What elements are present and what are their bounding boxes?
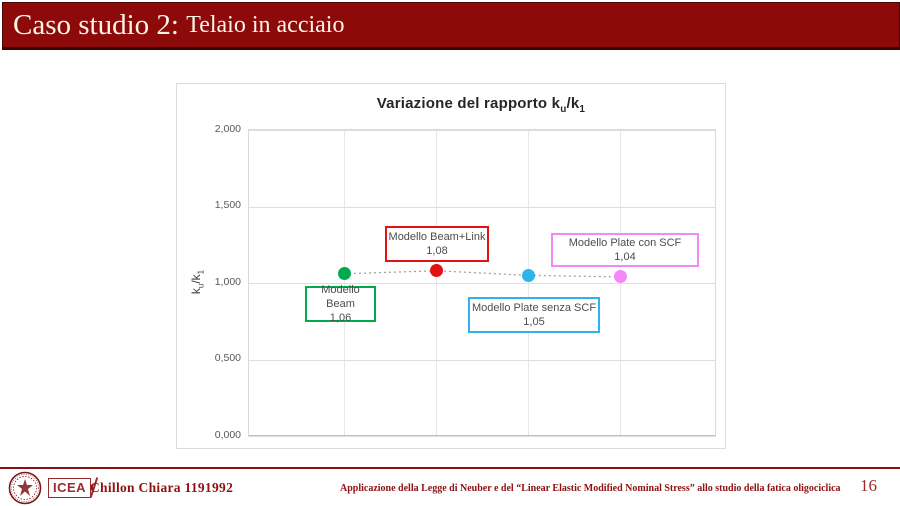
annotation-value: 1,08 — [426, 245, 448, 257]
chart-title-mid: /k — [566, 95, 580, 112]
y-axis-title-text: k — [189, 288, 203, 295]
annotation-label: Modello Beam+Link — [388, 231, 486, 243]
slide-title-main: Caso studio 2: — [13, 8, 187, 41]
chart-title-sub-1: 1 — [579, 104, 586, 115]
annotation-value: 1,05 — [523, 316, 545, 328]
icea-logo-text: ICEA — [48, 478, 91, 498]
slide-title-band — [2, 2, 900, 50]
footer-author: Chillon Chiara 1191992 — [90, 480, 234, 495]
y-tick-label: 0,500 — [214, 352, 241, 364]
y-tick-label: 1,500 — [214, 199, 241, 211]
h-gridline — [249, 436, 715, 437]
icea-logo — [48, 477, 95, 498]
footer-thesis-title: Applicazione della Legge di Neuber e del “Linear Elastic Modified Nominal Stress” allo studio della fatica oligociclica — [340, 483, 841, 494]
plot-area — [248, 129, 716, 437]
data-point — [338, 267, 351, 280]
data-point — [430, 264, 443, 277]
chart-title — [248, 95, 714, 115]
annotation-label: Modello Plate con SCF — [568, 237, 682, 249]
page-number: 16 — [860, 476, 877, 495]
annotation-label: Modello Plate senza SCF — [471, 302, 597, 314]
annotation-label: Modello Beam — [321, 284, 360, 310]
chart-container — [176, 83, 726, 449]
chart-title-sub-u: u — [560, 104, 567, 115]
annotation-value: 1,06 — [329, 312, 352, 324]
y-axis-title-sub-u: u — [196, 283, 206, 289]
y-tick-label: 0,000 — [214, 429, 241, 441]
y-tick-label: 2,000 — [214, 123, 241, 135]
slide-title-sub: Telaio in acciaio — [186, 11, 345, 38]
footer-divider — [0, 467, 900, 469]
y-tick-label: 1,000 — [214, 276, 241, 288]
chart-title-text: Variazione del rapporto k — [376, 95, 561, 112]
annotation-value: 1,04 — [614, 251, 636, 263]
data-point — [614, 270, 627, 283]
trend-polyline — [344, 271, 620, 277]
y-axis-title-mid: /k — [189, 274, 203, 284]
y-axis-title-sub-1: 1 — [196, 269, 206, 275]
university-seal-icon — [8, 471, 42, 505]
data-point — [522, 269, 535, 282]
trend-line — [249, 130, 715, 436]
